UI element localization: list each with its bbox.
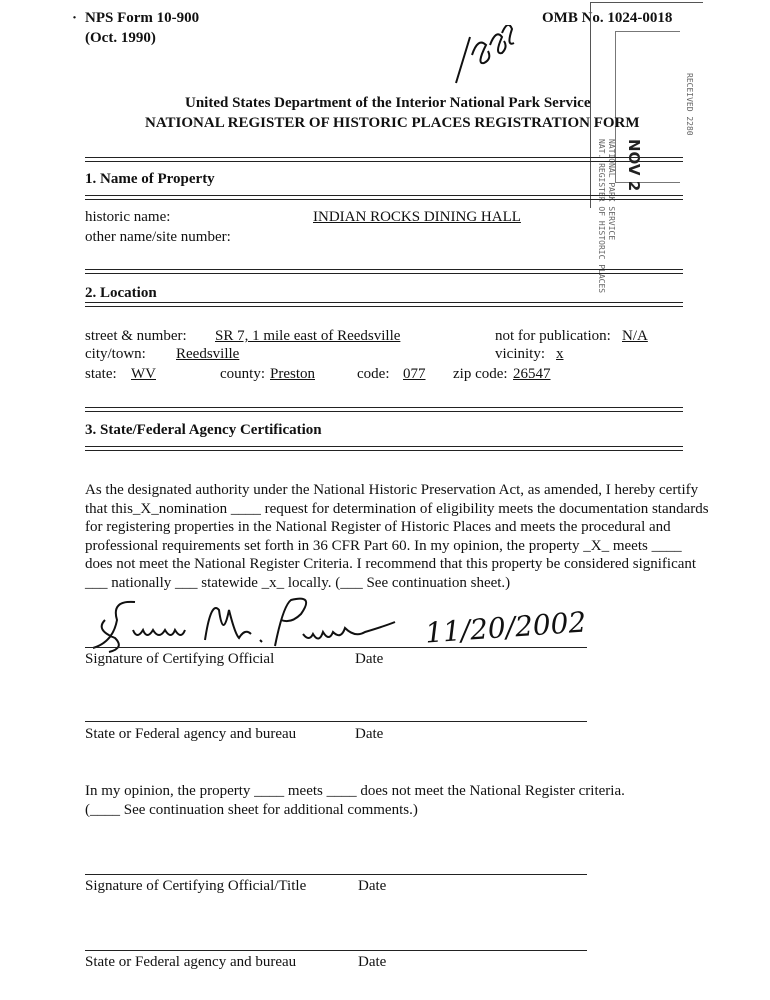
city-value: Reedsville xyxy=(176,346,240,362)
bullet-mark: · xyxy=(72,10,78,26)
form-date: (Oct. 1990) xyxy=(85,30,156,46)
paragraph-line: In my opinion, the property ____ meets ____ does not meet the National Register criteria. xyxy=(85,783,625,799)
stamp-service-text: NATIONAL PARK SERVICE xyxy=(607,139,616,241)
agency-label: State or Federal agency and bureau xyxy=(85,726,297,742)
signature-date: 11/20/2002 xyxy=(424,605,588,650)
city-label: city/town: xyxy=(85,346,146,362)
nfp-value: N/A xyxy=(622,328,648,344)
certification-paragraph xyxy=(85,481,765,593)
paragraph-line: for registering properties in the National Register of Historic Places and meets the procedural and xyxy=(85,519,671,536)
stamp-month: NOV 2 xyxy=(625,139,643,192)
date-label: Date xyxy=(355,726,384,742)
paragraph-line: (____ See continuation sheet for additional comments.) xyxy=(85,801,418,818)
stamp-received-text: RECEIVED 2280 xyxy=(685,73,694,136)
code-value: 077 xyxy=(403,366,426,382)
street-label: street & number: xyxy=(85,328,187,344)
zip-label: zip code: xyxy=(453,366,508,382)
state-value: WV xyxy=(131,366,156,382)
divider xyxy=(85,195,683,200)
paragraph-line: that this_X_nomination ____ request for determination of eligibility meets the documentation standards xyxy=(85,500,709,517)
paragraph-line: does not meet the National Register Criteria. I recommend that this property be considered significant xyxy=(85,556,697,573)
code-label: code: xyxy=(357,366,390,382)
divider xyxy=(85,269,683,274)
handwritten-number xyxy=(450,25,520,95)
paragraph-line: As the designated authority under the National Historic Preservation Act, as amended, I hereby certify xyxy=(85,482,699,498)
nfp-label: not for publication: xyxy=(495,328,611,344)
omb-number: OMB No. 1024-0018 xyxy=(542,10,673,26)
vicinity-value: x xyxy=(556,346,564,362)
stamp-register-text: NAT. REGISTER OF HISTORIC PLACES xyxy=(597,139,606,294)
date-label: Date xyxy=(358,954,387,970)
section3-heading: 3. State/Federal Agency Certification xyxy=(85,422,322,438)
form-number: NPS Form 10-900 xyxy=(85,10,200,26)
divider xyxy=(85,157,683,162)
signature-label: Signature of Certifying Official xyxy=(85,651,275,667)
signature-line xyxy=(85,721,587,722)
other-name-label: other name/site number: xyxy=(85,229,231,245)
divider xyxy=(85,446,683,451)
signature-title-label: Signature of Certifying Official/Title xyxy=(85,878,307,894)
opinion-paragraph xyxy=(85,782,765,819)
paragraph-line: professional requirements set forth in 36 CFR Part 60. In my opinion, the property _X_ meets ____ xyxy=(85,537,682,554)
department-heading: United States Department of the Interior National Park Service xyxy=(185,95,591,111)
county-label: county: xyxy=(220,366,265,382)
section2-heading: 2. Location xyxy=(85,285,157,301)
signature-line xyxy=(85,874,587,875)
date-label: Date xyxy=(358,878,387,894)
received-stamp xyxy=(590,2,703,294)
street-value: SR 7, 1 mile east of Reedsville xyxy=(215,328,401,344)
date-label: Date xyxy=(355,651,384,667)
section1-heading: 1. Name of Property xyxy=(85,171,215,187)
paragraph-line: ___ nationally ___ statewide _x_ locally. (___ See continuation sheet.) xyxy=(85,574,511,591)
divider xyxy=(85,407,683,412)
agency-label: State or Federal agency and bureau xyxy=(85,954,297,970)
signature-line xyxy=(85,950,587,951)
state-label: state: xyxy=(85,366,117,382)
historic-name-label: historic name: xyxy=(85,209,171,225)
vicinity-label: vicinity: xyxy=(495,346,545,362)
zip-value: 26547 xyxy=(513,366,551,382)
divider xyxy=(85,302,683,307)
historic-name-value: INDIAN ROCKS DINING HALL xyxy=(313,209,521,225)
signature-line xyxy=(85,647,587,648)
county-value: Preston xyxy=(270,366,315,382)
form-title: NATIONAL REGISTER OF HISTORIC PLACES REGISTRATION FORM xyxy=(145,115,640,131)
